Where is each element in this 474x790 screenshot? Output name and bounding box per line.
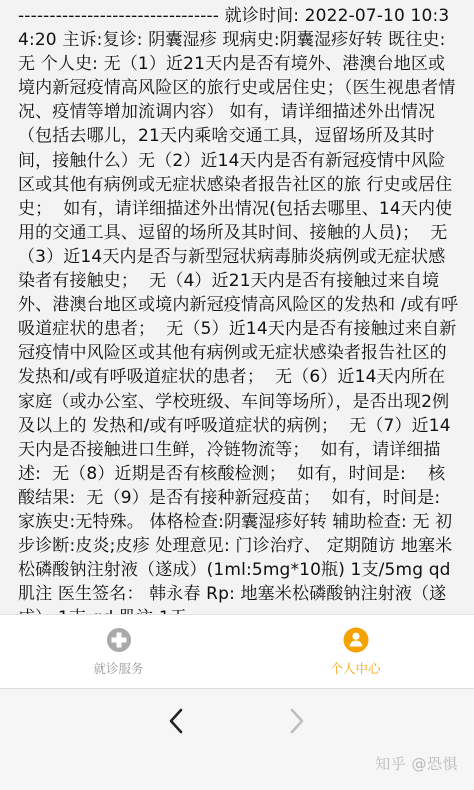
back-button[interactable]	[158, 703, 194, 739]
tab-visit-service[interactable]	[0, 615, 237, 689]
tab-personal-center[interactable]	[237, 615, 474, 689]
chevron-right-icon	[289, 708, 305, 734]
bottom-tab-bar	[0, 614, 474, 689]
tab-personal-center-label: 个人中心	[330, 661, 381, 676]
visit-record-text: -------------------------------- 就诊时间: 2022-07-10 10:34:20 主诉:复诊: 阴囊湿疹 现病史:阴囊湿疹好转 既往史:无 个人史: 无（1）近21天内是否有境外、港澳台地区或境内新冠疫情高风险区的旅行史或居住史；（医生视患者情况、疫情等增加流调内容） 如有，请详细描述外出情况（包括去哪儿，21天内乘啥交通工具，逗留场所及其时间，接触什么）无（2）近14天内是否有新冠疫情中风险区或其他有病例或无症状感染者报告社区的旅 行史或居住史； 如有，请详细描述外出情况(包括去哪里、14天内使用的交通工具、逗留的场所及其时间、接触的人员)； 无（3）近14天内是否与新型冠状病毒肺炎病例或无症状感染者有接触史； 无（4）近21天内是否有接触过来自境外、港澳台地区或境内新冠疫情高风险区的发热和 /或有呼吸道症状的患者； 无（5）近14天内是否有接触过来自新冠疫情中风险区或其他有病例或无症状感染者报告社区的发热和/或有呼吸道症状的患者； 无（6）近14天内所在家庭（或办公室、学校班级、车间等场所），是否出现2例及以上的 发热和/或有呼吸道症状的病例； 无（7）近14天内是否接触进口生鲜，冷链物流等； 如有，请详细描述: 无（8）近期是否有核酸检测； 如有，时间是: 核酸结果: 无（9）是否有接种新冠疫苗； 如有，时间是: 家族史:无特殊。 体格检查:阴囊湿疹好转 辅助检查: 无 初步诊断:皮炎;皮疹 处理意见: 门诊治疗、 定期随访 地塞米松磷酸钠注射液（遂成）(1ml:5mg*10瓶) 1支/5mg qd 肌注 医生签名： 韩永春 Rp: 地塞米松磷酸钠注射液（遂	[18, 6, 459, 605]
tab-visit-service-label: 就诊服务	[93, 661, 144, 676]
zhihu-watermark: 知乎 @恐惧	[375, 755, 458, 773]
person-icon	[343, 627, 369, 653]
plus-cross-icon	[106, 627, 132, 653]
forward-button[interactable]	[279, 703, 315, 739]
browser-nav-bar	[0, 688, 474, 790]
chevron-left-icon	[168, 708, 184, 734]
